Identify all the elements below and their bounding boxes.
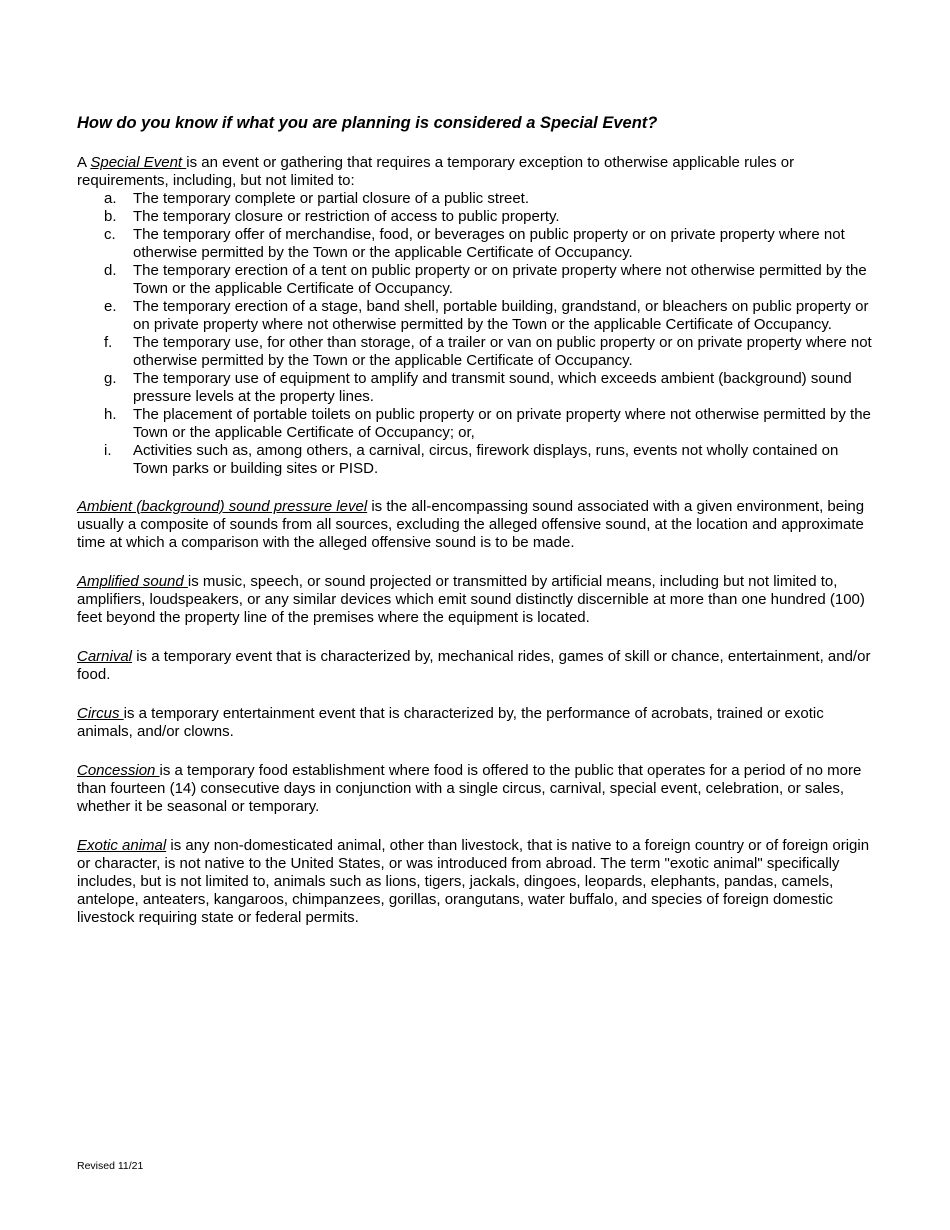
list-marker: e.: [104, 298, 117, 315]
list-item-text: The placement of portable toilets on public property or on private property where not otherwise permitted by the Town or the applicable Certificate of Occupancy; or,: [133, 406, 871, 441]
list-item: [77, 262, 877, 298]
list-marker: h.: [104, 406, 117, 423]
list-item-text: The temporary closure or restriction of access to public property.: [133, 208, 560, 225]
list-marker: d.: [104, 262, 117, 279]
list-item: [77, 298, 877, 334]
list-item-text: The temporary use of equipment to amplify and transmit sound, which exceeds ambient (background) sound pressure levels at the property lines.: [133, 370, 852, 405]
definition-term: Carnival: [77, 648, 133, 665]
list-item-text: The temporary erection of a tent on public property or on private property where not otherwise permitted by the Town or the applicable Certificate of Occupancy.: [133, 262, 867, 297]
list-item-text: The temporary use, for other than storage, of a trailer or van on public property or on private property where not otherwise permitted by the Town or the applicable Certificate of Occupancy.: [133, 334, 872, 369]
list-item: [77, 190, 877, 208]
definition-circus: [77, 705, 877, 741]
definition-text: is a temporary entertainment event that is characterized by, the performance of acrobats, trained or exotic animals, and/or clowns.: [77, 705, 824, 740]
definition-text: is any non-domesticated animal, other than livestock, that is native to a foreign country or of foreign origin or character, is not native to the United States, or was introduced from abroad. The term "exotic animal" specifically includes, but is not limited to, animals such as lions, tigers, jackals, dingoes, leopards, elephants, pandas, camels, antelope, anteaters, kangaroos, chimpanzees, gorillas, orangutans, water buffalo, and species of foreign domestic livestock requiring state or federal permits.: [77, 837, 870, 926]
list-item: [77, 334, 877, 370]
definition-concession: [77, 762, 877, 816]
definition-text: is the all-encompassing sound associated with a given environment, being usually a composite of sounds from all sources, excluding the alleged offensive sound, at the location and approximate time at which a comparison with the alleged offensive sound is to be made.: [77, 498, 865, 551]
list-item-text: The temporary offer of merchandise, food, or beverages on public property or on private property where not otherwise permitted by the Town or the applicable Certificate of Occupancy.: [133, 226, 845, 261]
definition-text: is music, speech, or sound projected or transmitted by artificial means, including but not limited to, amplifiers, loudspeakers, or any similar devices which emit sound distinctly discernible at more than one hundred (100) feet beyond the property line of the premises where the equipment is located.: [77, 573, 865, 626]
definition-term: Concession: [77, 762, 160, 779]
list-marker: g.: [104, 370, 117, 387]
definition-term: Exotic animal: [77, 837, 167, 854]
list-item-text: The temporary erection of a stage, band shell, portable building, grandstand, or bleachers on public property or on private property where not otherwise permitted by the Town or the applicable Certificate of Occupancy.: [133, 298, 869, 333]
list-item: [77, 208, 877, 226]
list-marker: f.: [104, 334, 113, 351]
list-marker: b.: [104, 208, 117, 225]
definition-amplified-sound: [77, 573, 877, 627]
intro-text: is an event or gathering that requires a temporary exception to otherwise applicable rules or requirements, including, but not limited to:: [77, 154, 795, 189]
definition-ambient-sound: [77, 498, 877, 552]
definition-term: Amplified sound: [77, 573, 188, 590]
page-title: How do you know if what you are planning is considered a Special Event?: [77, 114, 658, 132]
definition-term: Circus: [77, 705, 124, 722]
intro-paragraph: A Special Event is an event or gathering that requires a temporary exception to otherwise applicable rules or requirements, including, but not limited to:: [77, 154, 795, 189]
list-marker: c.: [104, 226, 116, 243]
term-special-event: Special Event: [90, 154, 187, 171]
definition-term: Ambient (background) sound pressure level: [77, 498, 368, 515]
list-marker: a.: [104, 190, 117, 207]
document-body: [77, 113, 877, 948]
special-event-criteria-list: [77, 190, 877, 478]
list-item: [77, 442, 877, 478]
revision-footer: Revised 11/21: [77, 1160, 144, 1172]
list-item: [77, 406, 877, 442]
definition-text: is a temporary food establishment where food is offered to the public that operates for a period of no more than fourteen (14) consecutive days in conjunction with a single circus, carnival, special event, celebration, or sales, whether it be seasonal or temporary.: [77, 762, 862, 815]
definition-carnival: [77, 648, 877, 684]
list-item-text: Activities such as, among others, a carnival, circus, firework displays, runs, events not wholly contained on Town parks or building sites or PISD.: [133, 442, 839, 477]
list-item: [77, 226, 877, 262]
list-marker: i.: [104, 442, 112, 459]
list-item: [77, 370, 877, 406]
definition-exotic-animal: [77, 837, 877, 927]
list-item-text: The temporary complete or partial closure of a public street.: [133, 190, 530, 207]
definition-text: is a temporary event that is characterized by, mechanical rides, games of skill or chance, entertainment, and/or food.: [77, 648, 871, 683]
